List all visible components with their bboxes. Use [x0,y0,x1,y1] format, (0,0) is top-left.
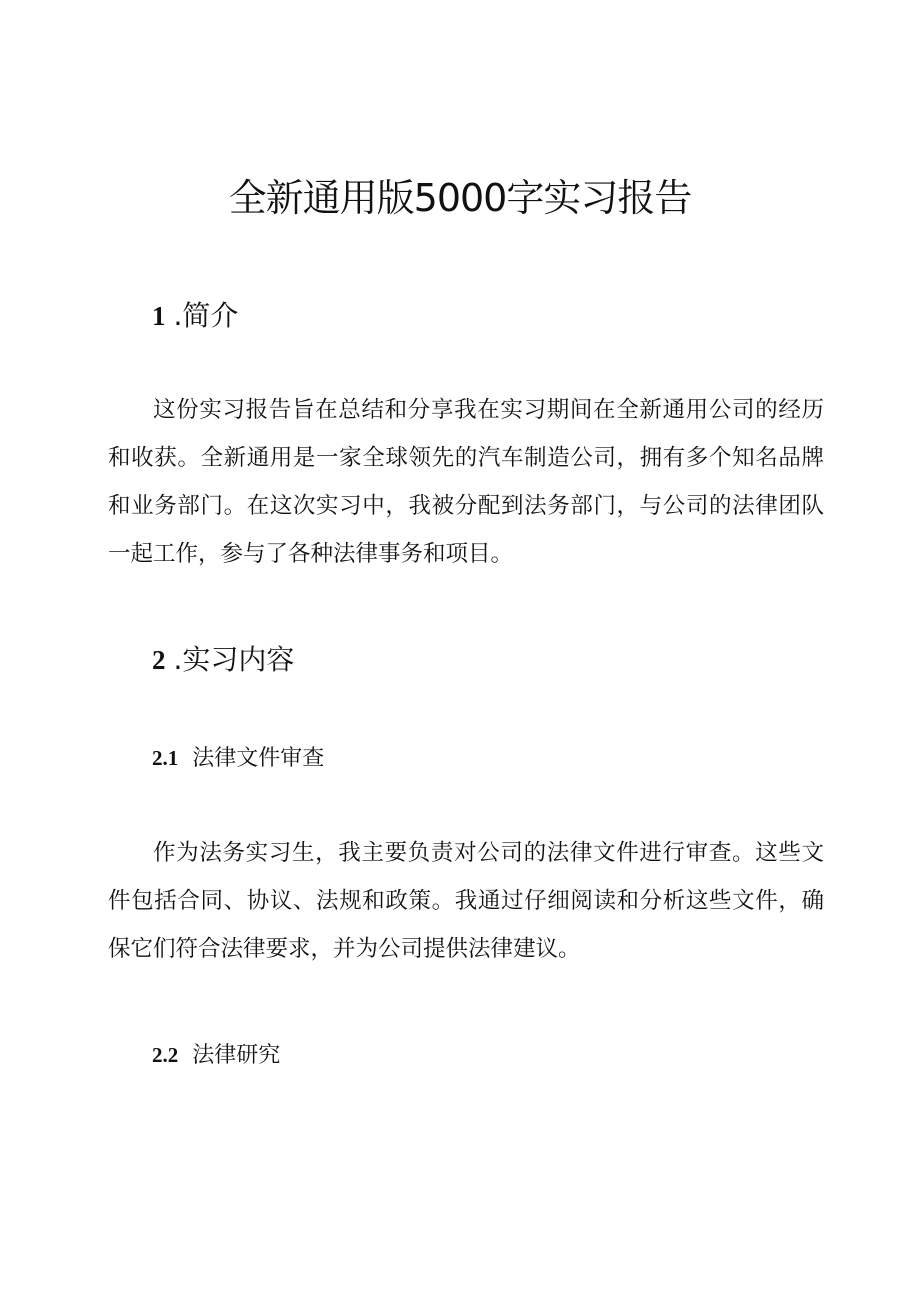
section-heading-content [152,640,294,680]
section-title: .实习内容 [173,643,295,676]
subsection-number: 2.2 [152,1043,179,1067]
review-paragraph: 作为法务实习生，我主要负责对公司的法律文件进行审查。这些文件包括合同、协议、法规和政策。我通过仔细阅读和分析这些文件，确保它们符合法律要求，并为公司提供法律建议。 [108,840,824,962]
intro-paragraph: 这份实习报告旨在总结和分享我在实习期间在全新通用公司的经历和收获。全新通用是一家全球领先的汽车制造公司，拥有多个知名品牌和业务部门。在这次实习中，我被分配到法务部门，与公司的法律团队一起工作，参与了各种法律事务和项目。 [108,397,824,567]
section-title: .简介 [173,299,239,332]
subsection-number: 2.1 [152,746,179,770]
document-title: 全新通用版5000字实习报告 [228,176,692,220]
section-number: 2 [152,645,166,675]
subsection-title: 法律文件审查 [192,746,325,771]
section-number: 1 [152,301,166,331]
subsection-heading-research [152,1039,280,1072]
section-heading-intro [152,296,238,336]
subsection-heading-review [152,742,324,775]
subsection-title: 法律研究 [192,1043,281,1068]
